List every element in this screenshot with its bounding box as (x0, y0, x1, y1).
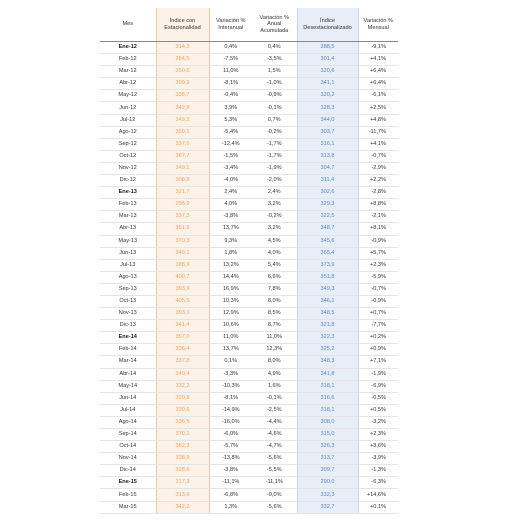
cell-variacion-anual-acumulada: -0,2% (252, 126, 297, 138)
cell-indice-desestacionalizado: 301,4 (297, 54, 358, 66)
cell-indice-desestacionalizado: 322,5 (297, 211, 358, 223)
cell-mes: Abr-12 (100, 78, 156, 90)
cell-indice-con-estacionalidad: 308,8 (156, 175, 209, 187)
header-indice-desestacionalizado: Índice Desestacionalizado (297, 8, 358, 42)
cell-mes: Ene-13 (100, 187, 156, 199)
cell-variacion-interanual: 0,1% (209, 356, 252, 368)
cell-mes: Ene-15 (100, 477, 156, 489)
cell-indice-desestacionalizado: 315,0 (297, 429, 358, 441)
cell-variacion-anual-acumulada: -1,9% (252, 162, 297, 174)
cell-variacion-mensual: -6,1% (358, 90, 398, 102)
cell-indice-con-estacionalidad: 367,7 (156, 150, 209, 162)
cell-indice-con-estacionalidad: 351,9 (156, 223, 209, 235)
cell-variacion-mensual: -11,7% (358, 126, 398, 138)
cell-variacion-anual-acumulada: -0,2% (252, 211, 297, 223)
cell-indice-desestacionalizado: 320,2 (297, 90, 358, 102)
cell-indice-desestacionalizado: 311,4 (297, 175, 358, 187)
cell-indice-con-estacionalidad: 337,8 (156, 356, 209, 368)
cell-variacion-interanual: 11,0% (209, 66, 252, 78)
cell-indice-con-estacionalidad: 336,4 (156, 344, 209, 356)
cell-variacion-anual-acumulada: -2,0% (252, 175, 297, 187)
cell-indice-desestacionalizado: 351,8 (297, 271, 358, 283)
cell-variacion-mensual: -2,9% (358, 162, 398, 174)
cell-variacion-anual-acumulada: 4,5% (252, 235, 297, 247)
index-table (100, 8, 398, 514)
table-row (100, 465, 398, 477)
cell-indice-desestacionalizado: 346,1 (297, 295, 358, 307)
data-table-sheet (100, 8, 398, 530)
cell-indice-con-estacionalidad: 337,3 (156, 211, 209, 223)
table-body (100, 42, 398, 514)
cell-indice-con-estacionalidad: 313,6 (156, 489, 209, 501)
cell-mes: May-13 (100, 235, 156, 247)
cell-variacion-anual-acumulada: -5,5% (252, 465, 297, 477)
cell-variacion-interanual: -3,8% (209, 211, 252, 223)
cell-variacion-interanual: -7,5% (209, 54, 252, 66)
cell-variacion-mensual: -0,7% (358, 283, 398, 295)
cell-mes: Mar-14 (100, 356, 156, 368)
cell-variacion-anual-acumulada: 3,2% (252, 199, 297, 211)
cell-mes: Dic-12 (100, 175, 156, 187)
cell-variacion-anual-acumulada: -11,1% (252, 477, 297, 489)
cell-variacion-anual-acumulada: 6,6% (252, 271, 297, 283)
cell-variacion-interanual: 13,7% (209, 223, 252, 235)
cell-variacion-mensual: +6,4% (358, 66, 398, 78)
table-row (100, 54, 398, 66)
cell-variacion-interanual: -3,3% (209, 368, 252, 380)
table-row (100, 392, 398, 404)
cell-variacion-anual-acumulada: -0,1% (252, 102, 297, 114)
header-variacion-anual-acumulada: Variación % Anual Acumulada (252, 8, 297, 42)
cell-indice-con-estacionalidad: 340,4 (156, 368, 209, 380)
cell-mes: Abr-14 (100, 368, 156, 380)
table-row (100, 477, 398, 489)
cell-variacion-interanual: 11,0% (209, 332, 252, 344)
cell-indice-desestacionalizado: 348,3 (297, 356, 358, 368)
cell-mes: May-12 (100, 90, 156, 102)
cell-variacion-mensual: +2,2% (358, 175, 398, 187)
cell-variacion-mensual: +2,5% (358, 102, 398, 114)
table-row (100, 308, 398, 320)
cell-mes: Ago-12 (100, 126, 156, 138)
cell-variacion-mensual: -1,9% (358, 368, 398, 380)
header-variacion-interanual: Variación % Interanual (209, 8, 252, 42)
cell-variacion-anual-acumulada: 8,0% (252, 295, 297, 307)
table-row (100, 235, 398, 247)
table-row (100, 416, 398, 428)
cell-mes: Nov-12 (100, 162, 156, 174)
cell-indice-desestacionalizado: 365,4 (297, 247, 358, 259)
cell-indice-desestacionalizado: 303,7 (297, 126, 358, 138)
cell-variacion-interanual: 1,3% (209, 501, 252, 513)
table-row (100, 501, 398, 513)
cell-mes: Sep-12 (100, 138, 156, 150)
cell-indice-con-estacionalidad: 314,3 (156, 42, 209, 54)
cell-indice-con-estacionalidad: 393,1 (156, 308, 209, 320)
cell-mes: Nov-14 (100, 453, 156, 465)
cell-indice-desestacionalizado: 308,0 (297, 416, 358, 428)
cell-indice-desestacionalizado: 316,6 (297, 392, 358, 404)
cell-indice-con-estacionalidad: 357,0 (156, 332, 209, 344)
cell-indice-con-estacionalidad: 336,5 (156, 416, 209, 428)
cell-variacion-anual-acumulada: -3,5% (252, 54, 297, 66)
cell-indice-con-estacionalidad: 295,9 (156, 199, 209, 211)
cell-variacion-anual-acumulada: 8,7% (252, 320, 297, 332)
cell-indice-con-estacionalidad: 370,1 (156, 429, 209, 441)
cell-variacion-interanual: -5,4% (209, 126, 252, 138)
cell-variacion-mensual: -9,1% (358, 42, 398, 54)
cell-indice-desestacionalizado: 341,1 (297, 78, 358, 90)
table-row (100, 78, 398, 90)
cell-variacion-interanual: 14,4% (209, 271, 252, 283)
cell-variacion-mensual: -7,7% (358, 320, 398, 332)
cell-mes: Oct-13 (100, 295, 156, 307)
cell-variacion-anual-acumulada: 8,0% (252, 356, 297, 368)
header-variacion-mensual: Variación % Mensual (358, 8, 398, 42)
table-row (100, 404, 398, 416)
cell-variacion-interanual: 2,4% (209, 187, 252, 199)
cell-variacion-anual-acumulada: -5,6% (252, 453, 297, 465)
cell-indice-con-estacionalidad: 330,6 (156, 404, 209, 416)
cell-variacion-mensual: -5,9% (358, 271, 398, 283)
cell-variacion-anual-acumulada: 11,0% (252, 332, 297, 344)
table-row (100, 150, 398, 162)
cell-indice-con-estacionalidad: 400,7 (156, 271, 209, 283)
cell-variacion-interanual: -0,4% (209, 90, 252, 102)
cell-indice-desestacionalizado: 304,7 (297, 162, 358, 174)
cell-mes: Feb-13 (100, 199, 156, 211)
cell-variacion-interanual: -10,3% (209, 380, 252, 392)
cell-variacion-mensual: -0,7% (358, 150, 398, 162)
cell-indice-desestacionalizado: 328,3 (297, 102, 358, 114)
cell-mes: Dic-14 (100, 465, 156, 477)
cell-indice-con-estacionalidad: 332,2 (156, 380, 209, 392)
cell-variacion-anual-acumulada: -4,7% (252, 441, 297, 453)
header-indice-con-estacionalidad: Índice con Estacionalidad (156, 8, 209, 42)
cell-indice-con-estacionalidad: 388,9 (156, 259, 209, 271)
cell-mes: Feb-15 (100, 489, 156, 501)
cell-variacion-interanual: 5,3% (209, 114, 252, 126)
cell-indice-con-estacionalidad: 320,8 (156, 392, 209, 404)
cell-indice-desestacionalizado: 320,6 (297, 66, 358, 78)
cell-indice-desestacionalizado: 348,7 (297, 223, 358, 235)
cell-variacion-mensual: -0,5% (358, 392, 398, 404)
cell-indice-desestacionalizado: 332,7 (297, 501, 358, 513)
cell-variacion-mensual: +6,4% (358, 78, 398, 90)
table-row (100, 271, 398, 283)
table-row (100, 380, 398, 392)
table-row (100, 42, 398, 54)
cell-mes: Jun-13 (100, 247, 156, 259)
cell-indice-con-estacionalidad: 321,7 (156, 187, 209, 199)
cell-variacion-anual-acumulada: -5,6% (252, 501, 297, 513)
cell-variacion-anual-acumulada: 2,4% (252, 187, 297, 199)
cell-indice-con-estacionalidad: 393,9 (156, 283, 209, 295)
cell-indice-con-estacionalidad: 337,0 (156, 138, 209, 150)
cell-variacion-mensual: +14,6% (358, 489, 398, 501)
cell-variacion-mensual: +2,3% (358, 429, 398, 441)
cell-variacion-mensual: +8,8% (358, 199, 398, 211)
table-row (100, 175, 398, 187)
table-row (100, 356, 398, 368)
cell-variacion-interanual: 3,9% (209, 102, 252, 114)
table-row (100, 114, 398, 126)
cell-variacion-mensual: +4,8% (358, 114, 398, 126)
cell-indice-con-estacionalidad: 284,5 (156, 54, 209, 66)
table-row (100, 187, 398, 199)
cell-variacion-mensual: -1,3% (358, 465, 398, 477)
cell-variacion-mensual: +8,1% (358, 223, 398, 235)
cell-variacion-interanual: -4,0% (209, 175, 252, 187)
cell-indice-con-estacionalidad: 342,9 (156, 102, 209, 114)
cell-mes: Feb-14 (100, 344, 156, 356)
cell-indice-con-estacionalidad: 350,6 (156, 66, 209, 78)
cell-indice-desestacionalizado: 326,3 (297, 441, 358, 453)
cell-indice-desestacionalizado: 332,3 (297, 489, 358, 501)
cell-mes: May-14 (100, 380, 156, 392)
header-mes: Mes (100, 8, 156, 42)
cell-indice-desestacionalizado: 318,1 (297, 380, 358, 392)
cell-indice-con-estacionalidad: 350,1 (156, 126, 209, 138)
cell-variacion-interanual: 1,8% (209, 247, 252, 259)
cell-mes: Abr-13 (100, 223, 156, 235)
cell-variacion-mensual: +0,9% (358, 344, 398, 356)
table-row (100, 138, 398, 150)
cell-variacion-anual-acumulada: 0,7% (252, 114, 297, 126)
cell-indice-desestacionalizado: 309,7 (297, 465, 358, 477)
cell-indice-con-estacionalidad: 349,2 (156, 114, 209, 126)
cell-mes: Oct-14 (100, 441, 156, 453)
header-row (100, 8, 398, 42)
cell-indice-desestacionalizado: 302,6 (297, 187, 358, 199)
cell-indice-desestacionalizado: 288,5 (297, 42, 358, 54)
cell-variacion-mensual: -2,8% (358, 187, 398, 199)
cell-variacion-mensual: +2,3% (358, 259, 398, 271)
cell-variacion-mensual: +0,7% (358, 308, 398, 320)
table-row (100, 247, 398, 259)
cell-variacion-mensual: -3,2% (358, 416, 398, 428)
cell-indice-desestacionalizado: 318,1 (297, 404, 358, 416)
table-row (100, 66, 398, 78)
cell-variacion-anual-acumulada: -9,0% (252, 489, 297, 501)
cell-indice-con-estacionalidad: 370,3 (156, 235, 209, 247)
cell-variacion-mensual: -6,9% (358, 380, 398, 392)
cell-mes: Jul-14 (100, 404, 156, 416)
cell-variacion-interanual: 9,3% (209, 235, 252, 247)
cell-variacion-interanual: 16,9% (209, 283, 252, 295)
cell-mes: Ago-14 (100, 416, 156, 428)
table-row (100, 344, 398, 356)
cell-variacion-anual-acumulada: 5,4% (252, 259, 297, 271)
table-row (100, 368, 398, 380)
table-row (100, 283, 398, 295)
cell-indice-desestacionalizado: 290,0 (297, 477, 358, 489)
cell-variacion-interanual: -8,1% (209, 392, 252, 404)
table-row (100, 223, 398, 235)
cell-variacion-interanual: 0,4% (209, 42, 252, 54)
cell-variacion-interanual: -11,1% (209, 477, 252, 489)
cell-variacion-mensual: -2,1% (358, 211, 398, 223)
cell-variacion-anual-acumulada: 4,0% (252, 247, 297, 259)
cell-mes: Ago-13 (100, 271, 156, 283)
cell-mes: Mar-12 (100, 66, 156, 78)
cell-indice-con-estacionalidad: 309,9 (156, 78, 209, 90)
cell-variacion-mensual: +0,1% (358, 501, 398, 513)
cell-mes: Jul-12 (100, 114, 156, 126)
table-row (100, 162, 398, 174)
cell-indice-desestacionalizado: 348,5 (297, 308, 358, 320)
cell-mes: Feb-12 (100, 54, 156, 66)
cell-variacion-interanual: -5,7% (209, 441, 252, 453)
cell-variacion-interanual: -6,8% (209, 489, 252, 501)
cell-variacion-anual-acumulada: 8,5% (252, 308, 297, 320)
cell-variacion-anual-acumulada: -0,9% (252, 90, 297, 102)
cell-indice-con-estacionalidad: 335,7 (156, 90, 209, 102)
cell-variacion-anual-acumulada: -1,7% (252, 150, 297, 162)
cell-indice-con-estacionalidad: 349,1 (156, 247, 209, 259)
cell-variacion-mensual: +0,2% (358, 332, 398, 344)
cell-variacion-mensual: +4,1% (358, 138, 398, 150)
table-row (100, 126, 398, 138)
cell-variacion-interanual: -3,8% (209, 465, 252, 477)
cell-variacion-anual-acumulada: 3,2% (252, 223, 297, 235)
cell-mes: Sep-14 (100, 429, 156, 441)
cell-mes: Ene-12 (100, 42, 156, 54)
cell-indice-con-estacionalidad: 328,6 (156, 465, 209, 477)
cell-variacion-interanual: -3,4% (209, 162, 252, 174)
cell-variacion-mensual: +3,6% (358, 441, 398, 453)
cell-indice-desestacionalizado: 344,0 (297, 114, 358, 126)
cell-variacion-anual-acumulada: -4,4% (252, 416, 297, 428)
table-row (100, 295, 398, 307)
cell-variacion-mensual: +5,7% (358, 247, 398, 259)
cell-mes: Jun-14 (100, 392, 156, 404)
cell-mes: Dic-13 (100, 320, 156, 332)
cell-variacion-mensual: +7,1% (358, 356, 398, 368)
cell-variacion-anual-acumulada: 1,5% (252, 66, 297, 78)
table-row (100, 453, 398, 465)
cell-indice-desestacionalizado: 313,8 (297, 150, 358, 162)
cell-indice-desestacionalizado: 322,3 (297, 332, 358, 344)
cell-variacion-mensual: +0,5% (358, 404, 398, 416)
cell-variacion-interanual: 4,0% (209, 199, 252, 211)
cell-indice-desestacionalizado: 313,7 (297, 453, 358, 465)
cell-variacion-interanual: -1,5% (209, 150, 252, 162)
table-row (100, 102, 398, 114)
cell-variacion-anual-acumulada: -2,5% (252, 404, 297, 416)
cell-variacion-mensual: +4,1% (358, 54, 398, 66)
table-row (100, 320, 398, 332)
cell-indice-con-estacionalidad: 349,1 (156, 162, 209, 174)
cell-indice-con-estacionalidad: 317,3 (156, 477, 209, 489)
cell-indice-con-estacionalidad: 338,9 (156, 453, 209, 465)
table-row (100, 90, 398, 102)
cell-variacion-anual-acumulada: 0,4% (252, 42, 297, 54)
cell-variacion-anual-acumulada: -1,7% (252, 138, 297, 150)
cell-indice-con-estacionalidad: 341,4 (156, 320, 209, 332)
cell-mes: Mar-13 (100, 211, 156, 223)
cell-variacion-interanual: -16,0% (209, 416, 252, 428)
cell-variacion-anual-acumulada: 12,3% (252, 344, 297, 356)
cell-mes: Jun-12 (100, 102, 156, 114)
table-row (100, 489, 398, 501)
cell-mes: Nov-13 (100, 308, 156, 320)
cell-variacion-interanual: -14,9% (209, 404, 252, 416)
cell-mes: Ene-14 (100, 332, 156, 344)
cell-indice-con-estacionalidad: 342,2 (156, 501, 209, 513)
cell-variacion-mensual: -3,9% (358, 453, 398, 465)
cell-variacion-interanual: -8,1% (209, 78, 252, 90)
cell-indice-desestacionalizado: 349,3 (297, 283, 358, 295)
table-row (100, 199, 398, 211)
cell-variacion-interanual: -6,0% (209, 429, 252, 441)
cell-variacion-anual-acumulada: 4,9% (252, 368, 297, 380)
cell-variacion-mensual: -0,9% (358, 295, 398, 307)
cell-variacion-anual-acumulada: -0,1% (252, 392, 297, 404)
cell-indice-desestacionalizado: 321,8 (297, 320, 358, 332)
table-row (100, 429, 398, 441)
cell-variacion-anual-acumulada: 7,8% (252, 283, 297, 295)
cell-indice-con-estacionalidad: 382,3 (156, 441, 209, 453)
cell-variacion-anual-acumulada: 1,6% (252, 380, 297, 392)
table-row (100, 211, 398, 223)
cell-variacion-mensual: -6,3% (358, 477, 398, 489)
cell-variacion-interanual: 13,7% (209, 344, 252, 356)
cell-variacion-anual-acumulada: -1,0% (252, 78, 297, 90)
cell-indice-con-estacionalidad: 405,5 (156, 295, 209, 307)
table-row (100, 259, 398, 271)
cell-mes: Sep-13 (100, 283, 156, 295)
cell-indice-desestacionalizado: 341,8 (297, 368, 358, 380)
table-header (100, 8, 398, 42)
cell-variacion-interanual: 12,9% (209, 308, 252, 320)
cell-mes: Oct-12 (100, 150, 156, 162)
cell-indice-desestacionalizado: 345,6 (297, 235, 358, 247)
cell-mes: Jul-13 (100, 259, 156, 271)
cell-indice-desestacionalizado: 329,3 (297, 199, 358, 211)
cell-variacion-interanual: 10,3% (209, 295, 252, 307)
cell-indice-desestacionalizado: 373,9 (297, 259, 358, 271)
cell-variacion-interanual: -13,8% (209, 453, 252, 465)
table-row (100, 332, 398, 344)
cell-mes: Mar-15 (100, 501, 156, 513)
table-row (100, 441, 398, 453)
cell-variacion-interanual: -12,4% (209, 138, 252, 150)
cell-variacion-interanual: 10,6% (209, 320, 252, 332)
cell-variacion-mensual: -0,9% (358, 235, 398, 247)
cell-indice-desestacionalizado: 316,1 (297, 138, 358, 150)
cell-variacion-interanual: 13,2% (209, 259, 252, 271)
cell-indice-desestacionalizado: 325,2 (297, 344, 358, 356)
cell-variacion-anual-acumulada: -4,6% (252, 429, 297, 441)
